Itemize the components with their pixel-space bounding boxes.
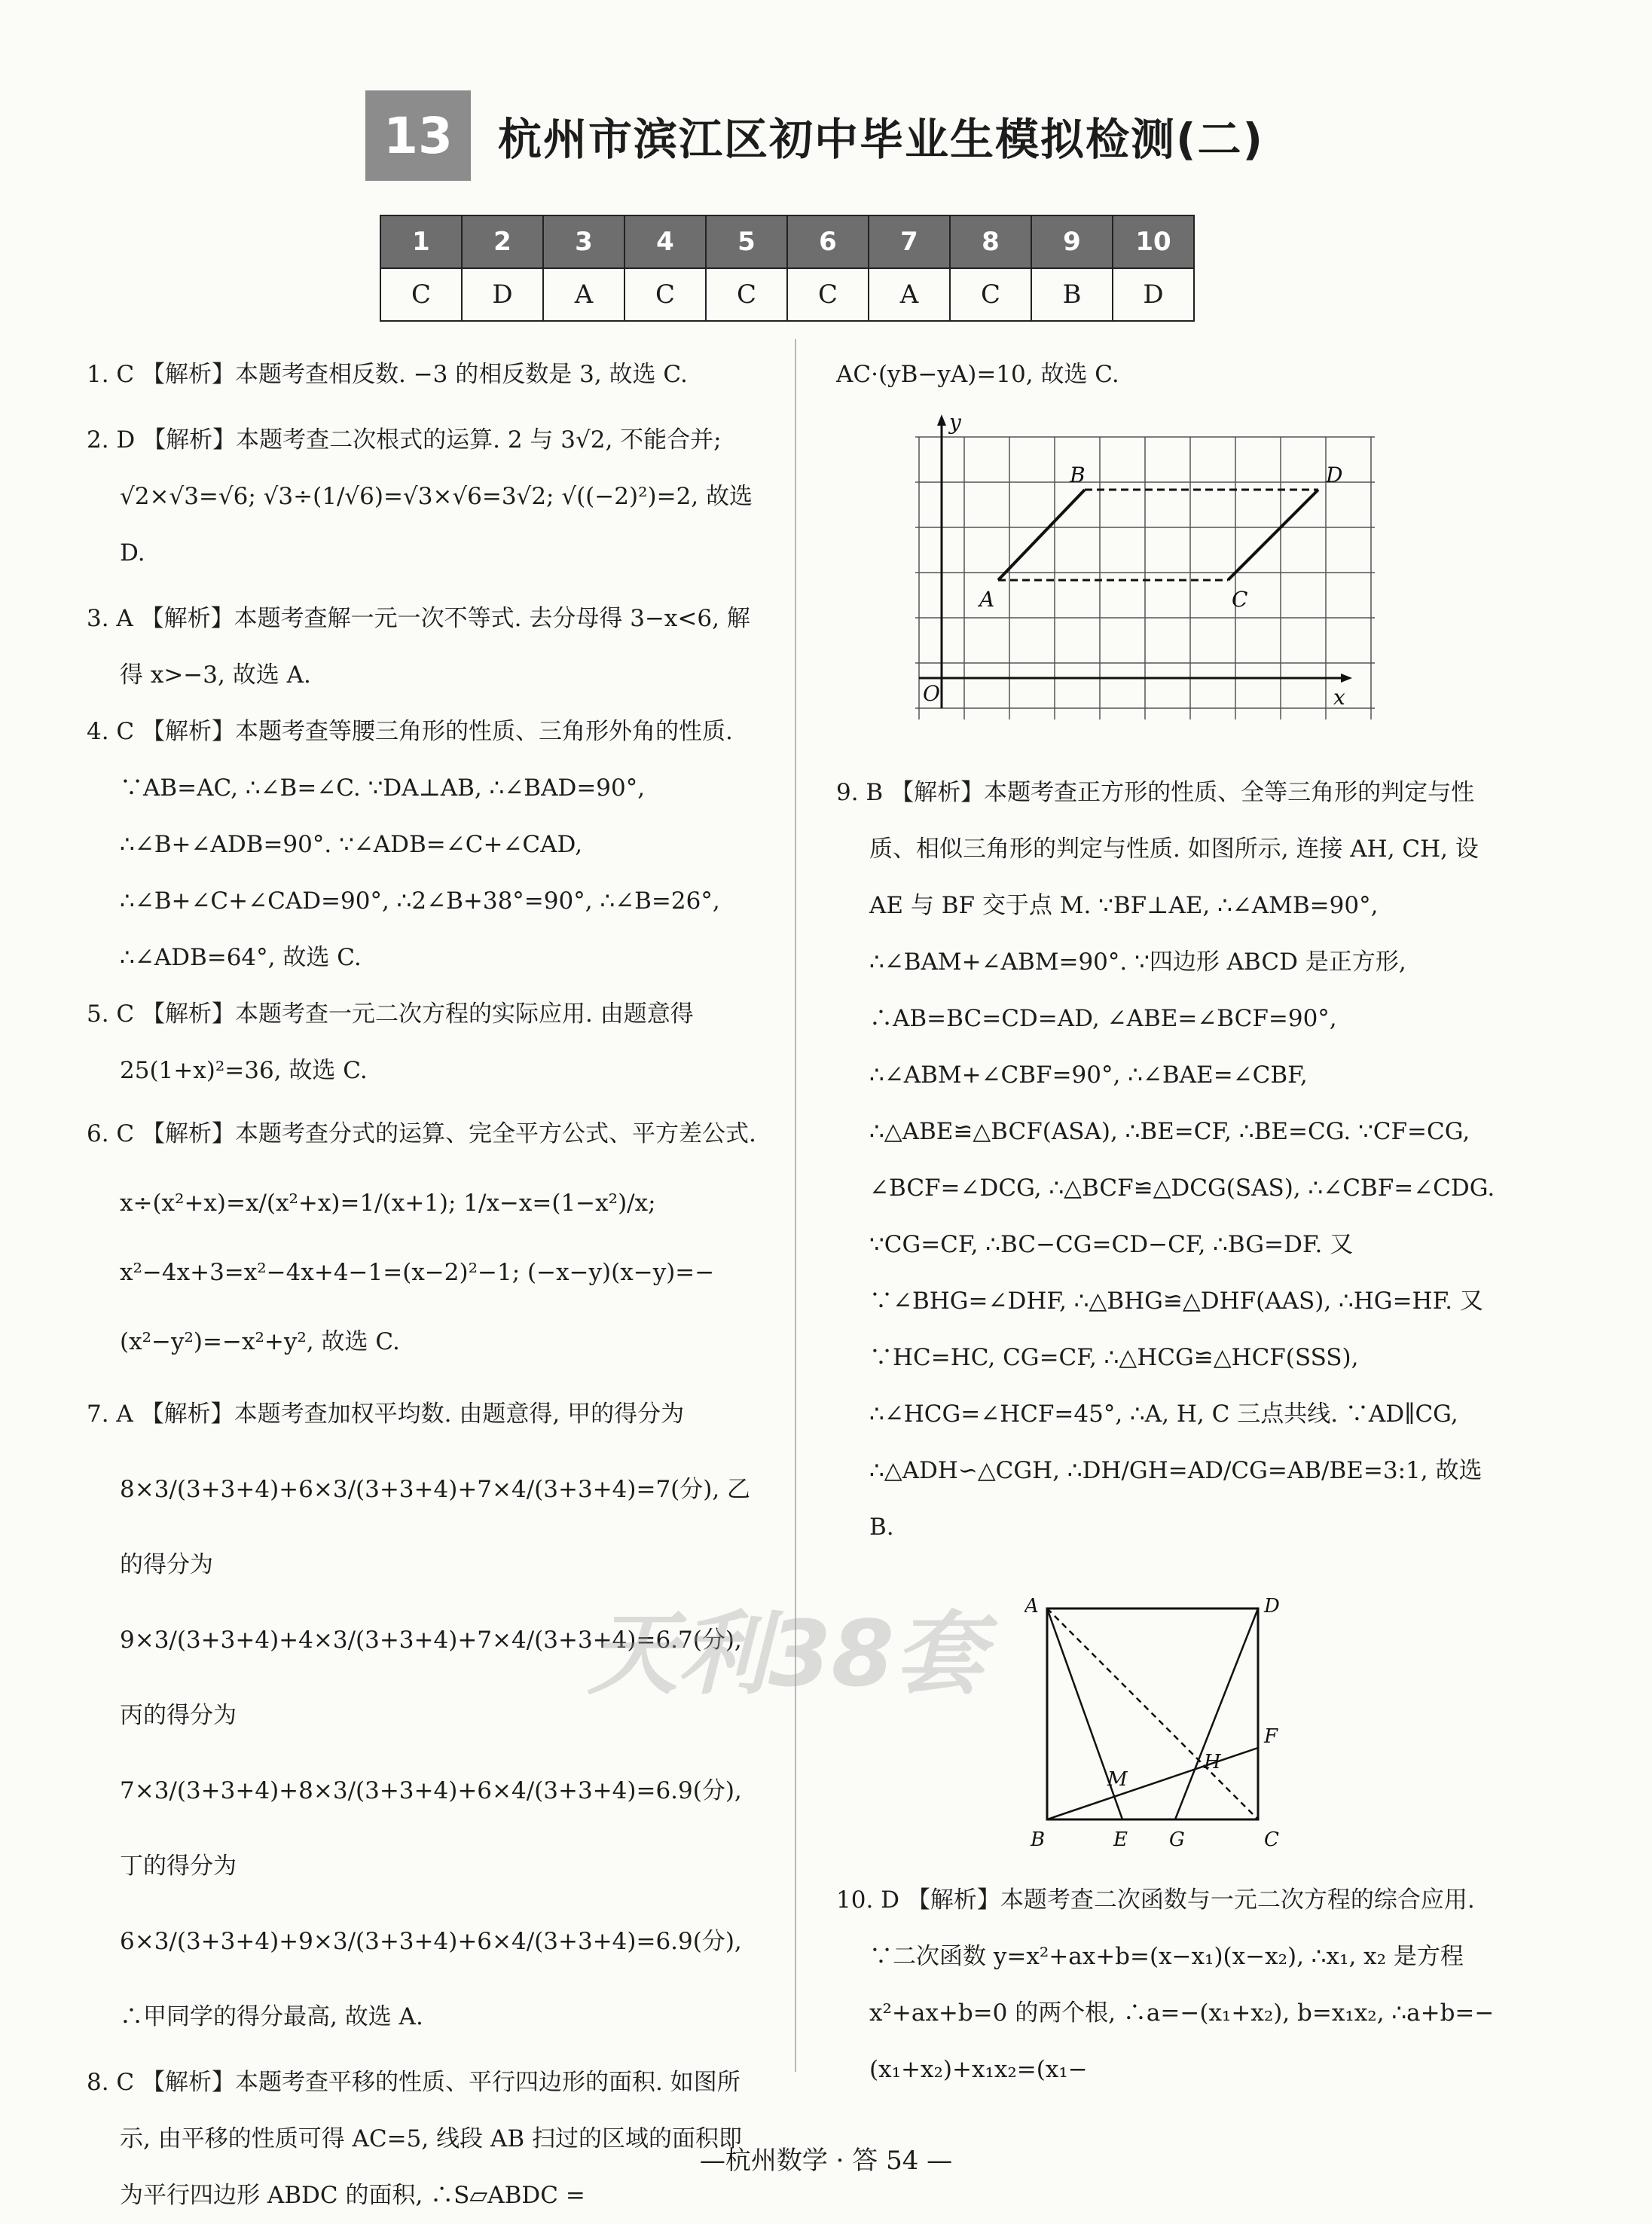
page-title: 杭州市滨江区初中毕业生模拟检测(二): [498, 114, 1265, 165]
page-footer: —杭州数学 · 答 54 —: [699, 2146, 953, 2176]
question-number: 2: [462, 215, 543, 268]
question-number: 3: [543, 215, 624, 268]
point-c-label: C: [1264, 1828, 1279, 1851]
question-number: 4: [624, 215, 706, 268]
solution-4: 4. C 【解析】本题考查等腰三角形的性质、三角形外角的性质. ∵AB=AC, ∴∠B=∠C. ∵DA⊥AB, ∴∠BAD=90°, ∴∠B+∠ADB=90°. ∵∠ADB=∠C+∠CAD, ∴∠B+∠C+∠CAD=90°, ∴2∠B+38°=90°, ∴∠B=26°, ∴∠ADB=64°, 故选 C.: [87, 718, 733, 971]
answer-cell: C: [380, 268, 462, 321]
question-number: 7: [869, 215, 950, 268]
segment-ab: [998, 490, 1085, 580]
solution-1: 1. C 【解析】本题考查相反数. −3 的相反数是 3, 故选 C.: [87, 361, 688, 388]
answer-cell: A: [869, 268, 950, 321]
answer-table-header-row: [380, 215, 1194, 268]
answer-cell: D: [462, 268, 543, 321]
point-c-label: C: [1232, 587, 1248, 612]
point-g-label: G: [1169, 1828, 1185, 1851]
point-b-label: B: [1070, 463, 1086, 487]
answer-cell: C: [624, 268, 706, 321]
point-a-label: A: [1024, 1595, 1039, 1618]
coordinate-grid-figure: [915, 411, 1382, 727]
segment-dg: [1175, 1608, 1258, 1819]
question-number: 1: [380, 215, 462, 268]
solution-6: 6. C 【解析】本题考查分式的运算、完全平方公式、平方差公式. x÷(x²+x)=x/(x²+x)=1/(x+1); 1/x−x=(1−x²)/x; x²−4x+3=x²−4x+4−1=(x−2)²−1; (−x−y)(x−y)=−(x²−y²)=−x²+y², 故选 C.: [87, 1120, 756, 1355]
section-number: 13: [365, 90, 471, 181]
column-divider: [795, 339, 796, 2072]
y-label: y: [949, 411, 961, 435]
solution-7: 7. A 【解析】本题考查加权平均数. 由题意得, 甲的得分为 8×3/(3+3+4)+6×3/(3+3+4)+7×4/(3+3+4)=7(分), 乙的得分为 9×3/(3+3+4)+4×3/(3+3+4)+7×4/(3+3+4)=6.7(分), 丙的得分为 7×3/(3+3+4)+8×3/(3+3+4)+6×4/(3+3+4)=6.9(分), 丁的得分为 6×3/(3+3+4)+9×3/(3+3+4)+6×4/(3+3+4)=6.9(分), ∴甲同学的得分最高, 故选 A.: [87, 1401, 751, 2030]
question-number: 8: [950, 215, 1031, 268]
left-column: [87, 347, 765, 2224]
x-axis-arrow-icon: [1341, 674, 1352, 683]
solution-8: 8. C 【解析】本题考查平移的性质、平行四边形的面积. 如图所示, 由平移的性质可得 AC=5, 线段 AB 扫过的区域的面积即为平行四边形 ABDC 的面积, ∴S▱ABDC =: [87, 2069, 742, 2209]
point-m-label: M: [1107, 1768, 1128, 1791]
diagonal-ac: [1047, 1608, 1258, 1819]
solution-2: 2. D 【解析】本题考查二次根式的运算. 2 与 3√2, 不能合并; √2×√3=√6; √3÷(1/√6)=√3×√6=3√2; √((−2)²)=2, 故选 D.: [87, 426, 753, 567]
answer-cell: C: [950, 268, 1031, 321]
question-number: 9: [1031, 215, 1113, 268]
watermark: 天利38套: [588, 1602, 985, 1707]
answer-cell: C: [787, 268, 869, 321]
solution-8-continued: AC·(yB−yA)=10, 故选 C.: [836, 361, 1119, 388]
point-a-label: A: [979, 587, 995, 612]
x-label: x: [1333, 685, 1345, 710]
point-b-label: B: [1031, 1828, 1046, 1851]
question-number: 6: [787, 215, 869, 268]
answer-table: [380, 215, 1195, 322]
solution-5: 5. C 【解析】本题考查一元二次方程的实际应用. 由题意得 25(1+x)²=36, 故选 C.: [87, 1000, 694, 1084]
solution-10: 10. D 【解析】本题考查二次函数与一元二次方程的综合应用. ∵二次函数 y=x²+ax+b=(x−x₁)(x−x₂), ∴x₁, x₂ 是方程 x²+ax+b=0 的两个根, ∴a=−(x₁+x₂), b=x₁x₂, ∴a+b=−(x₁+x₂)+x₁x₂=(x₁−: [836, 1886, 1495, 2083]
point-e-label: E: [1113, 1828, 1128, 1851]
segment-bf: [1047, 1748, 1258, 1819]
point-d-label: D: [1264, 1595, 1280, 1618]
segment-cd: [1228, 490, 1318, 580]
answer-cell: C: [706, 268, 787, 321]
header: [365, 90, 1264, 181]
solution-3: 3. A 【解析】本题考查解一元一次不等式. 去分母得 3−x<6, 解得 x>−3, 故选 A.: [87, 605, 750, 689]
question-number: 10: [1113, 215, 1194, 268]
question-number: 5: [706, 215, 787, 268]
answer-cell: B: [1031, 268, 1113, 321]
point-f-label: F: [1264, 1725, 1278, 1748]
answer-cell: A: [543, 268, 624, 321]
point-h-label: H: [1204, 1751, 1221, 1773]
y-axis-arrow-icon: [937, 414, 946, 426]
origin-label: O: [923, 681, 940, 706]
point-d-label: D: [1326, 463, 1343, 487]
answer-table-answer-row: [380, 268, 1194, 321]
answer-cell: D: [1113, 268, 1194, 321]
solution-9: 9. B 【解析】本题考查正方形的性质、全等三角形的判定与性质、相似三角形的判定与性质. 如图所示, 连接 AH, CH, 设 AE 与 BF 交于点 M. ∵BF⊥AE, ∴∠AMB=90°, ∴∠BAM+∠ABM=90°. ∵四边形 ABCD 是正方形, ∴AB=BC=CD=AD, ∠ABE=∠BCF=90°, ∴∠ABM+∠CBF=90°, ∴∠BAE=∠CBF, ∴△ABE≌△BCF(ASA), ∴BE=CF, ∴BE=CG. ∵CF=CG, ∠BCF=∠DCG, ∴△BCF≌△DCG(SAS), ∴∠CBF=∠CDG. ∵CG=CF, ∴BC−CG=CD−CF, ∴BG=DF. 又∵∠BHG=∠DHF, ∴△BHG≌△DHF(AAS), ∴HG=HF. 又∵HC=HC, CG=CF, ∴△HCG≌△HCF(SSS), ∴∠HCG=∠HCF=45°, ∴A, H, C 三点共线. ∵AD∥CG, ∴△ADH∽△CGH, ∴DH/GH=AD/CG=AB/BE=3:1, 故选 B.: [836, 779, 1495, 1541]
square-figure: [1024, 1593, 1296, 1865]
